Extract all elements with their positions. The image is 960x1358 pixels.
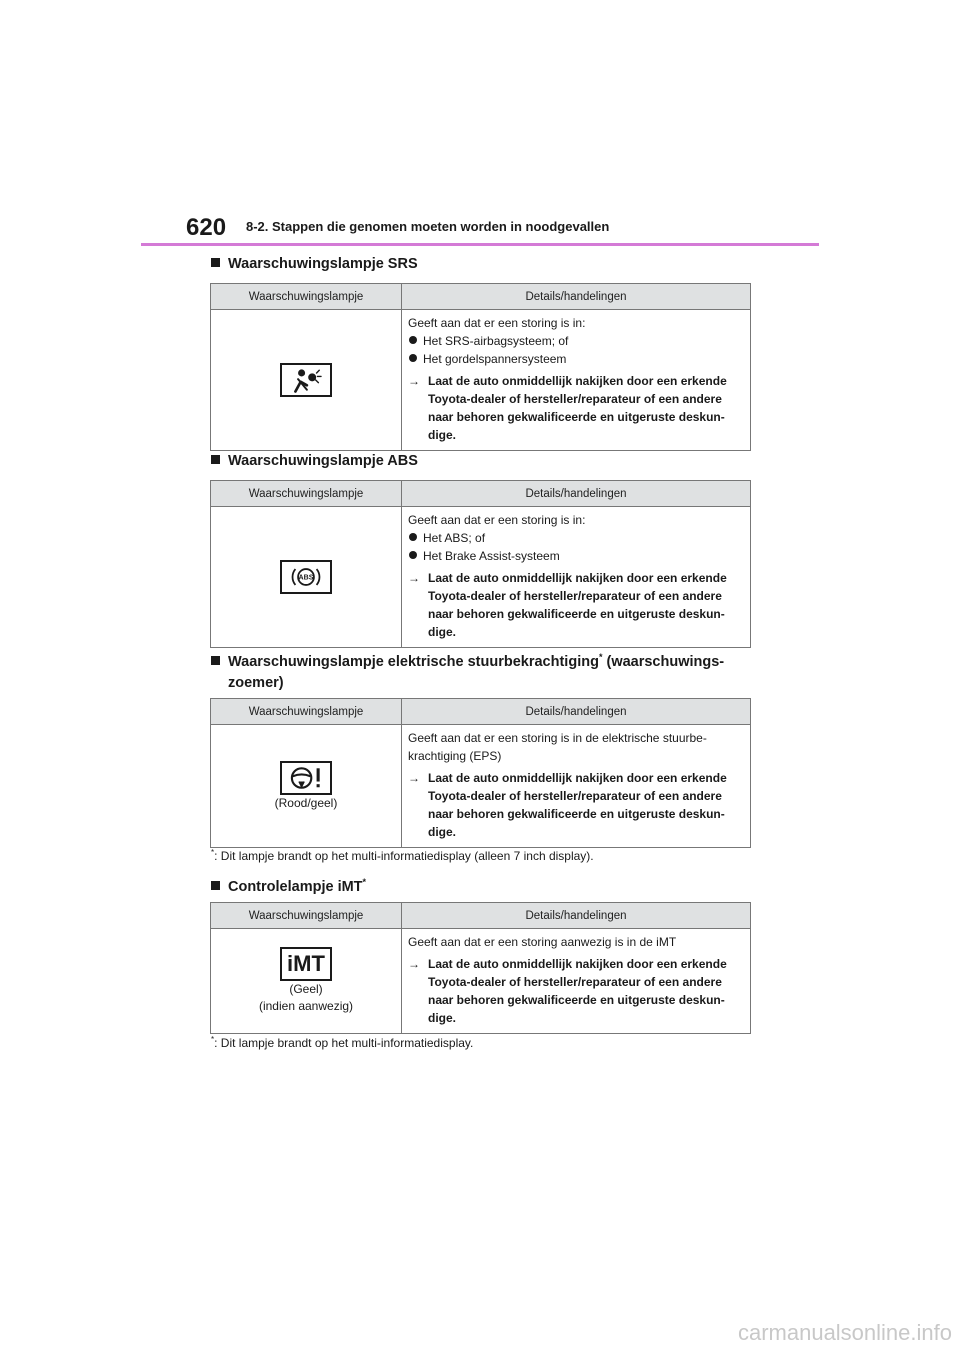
abs-table — [210, 480, 751, 648]
details-intro: Geeft aan dat er een storing is in de elektrische stuurbe-krachtiging (EPS) — [408, 731, 707, 763]
eps-table — [210, 698, 751, 848]
icon-cell — [211, 310, 402, 451]
action-text: → Laat de auto onmiddellijk nakijken door een erkende Toyota-dealer of hersteller/reparateur of een andere naar behoren gekwalificeerde en uitgeruste deskun-dige. — [408, 571, 727, 639]
details-intro: Geeft aan dat er een storing is in: — [408, 316, 586, 330]
footnote-eps: *: Dit lampje brandt op het multi-informatiedisplay (alleen 7 inch display). — [211, 848, 594, 863]
column-header: Waarschuwingslampje — [211, 284, 402, 310]
page-number: 620 — [186, 214, 227, 241]
details-cell — [402, 725, 751, 848]
details-intro: Geeft aan dat er een storing aanwezig is in de iMT — [408, 935, 677, 949]
icon-caption: (Rood/geel) — [274, 795, 338, 810]
action-text: → Laat de auto onmiddellijk nakijken door een erkende Toyota-dealer of hersteller/reparateur of een andere naar behoren gekwalificeerde en uitgeruste deskun-dige. — [408, 957, 727, 1025]
section-heading-abs: Waarschuwingslampje ABS — [211, 451, 418, 472]
list-item: Het SRS-airbagsysteem; of — [408, 332, 744, 350]
section-heading-eps: Waarschuwingslampje elektrische stuurbekrachtiging* (waarschuwings- zoemer) — [211, 647, 724, 694]
section-heading-imt: Controlelampje iMT* — [211, 872, 366, 898]
section-heading-srs: Waarschuwingslampje SRS — [211, 254, 418, 275]
icon-cell — [211, 725, 402, 848]
column-header: Waarschuwingslampje — [211, 903, 402, 929]
column-header: Details/handelingen — [402, 903, 751, 929]
arrow-icon: → — [408, 771, 420, 785]
list-item: Het gordelspannersysteem — [408, 350, 744, 368]
srs-airbag-icon — [280, 363, 332, 397]
abs-icon — [280, 560, 332, 594]
square-bullet-icon — [211, 258, 220, 267]
steering-warning-icon — [280, 761, 332, 795]
bullet-dot-icon — [409, 336, 417, 344]
imt-table — [210, 902, 751, 1034]
bullet-dot-icon — [409, 354, 417, 362]
icon-caption: (Geel) — [289, 982, 323, 996]
arrow-icon: → — [408, 957, 420, 971]
column-header: Waarschuwingslampje — [211, 699, 402, 725]
arrow-icon: → — [408, 571, 420, 585]
column-header: Details/handelingen — [402, 284, 751, 310]
arrow-icon: → — [408, 374, 420, 388]
running-head: 8-2. Stappen die genomen moeten worden in noodgevallen — [246, 219, 610, 234]
action-text: → Laat de auto onmiddellijk nakijken door een erkende Toyota-dealer of hersteller/reparateur of een andere naar behoren gekwalificeerde en uitgeruste deskun-dige. — [408, 374, 727, 442]
details-cell — [402, 929, 751, 1034]
icon-cell — [211, 507, 402, 648]
footnote-imt: *: Dit lampje brandt op het multi-informatiedisplay. — [211, 1035, 474, 1050]
srs-table — [210, 283, 751, 451]
icon-caption: (indien aanwezig) — [258, 999, 354, 1013]
details-intro: Geeft aan dat er een storing is in: — [408, 513, 586, 527]
square-bullet-icon — [211, 656, 220, 665]
square-bullet-icon — [211, 881, 220, 890]
svg-text:ABS: ABS — [298, 574, 314, 582]
details-cell — [402, 507, 751, 648]
watermark: carmanualsonline.info — [737, 1320, 952, 1345]
action-text: → Laat de auto onmiddellijk nakijken door een erkende Toyota-dealer of hersteller/reparateur of een andere naar behoren gekwalificeerde en uitgeruste deskun-dige. — [408, 771, 727, 839]
imt-icon: iMT — [280, 947, 332, 981]
column-header: Waarschuwingslampje — [211, 481, 402, 507]
column-header: Details/handelingen — [402, 699, 751, 725]
square-bullet-icon — [211, 455, 220, 464]
details-cell — [402, 310, 751, 451]
column-header: Details/handelingen — [402, 481, 751, 507]
list-item: Het ABS; of — [408, 529, 744, 547]
bullet-dot-icon — [409, 551, 417, 559]
bullet-dot-icon — [409, 533, 417, 541]
list-item: Het Brake Assist-systeem — [408, 547, 744, 565]
icon-cell — [211, 929, 402, 1034]
header-rule — [141, 243, 819, 246]
